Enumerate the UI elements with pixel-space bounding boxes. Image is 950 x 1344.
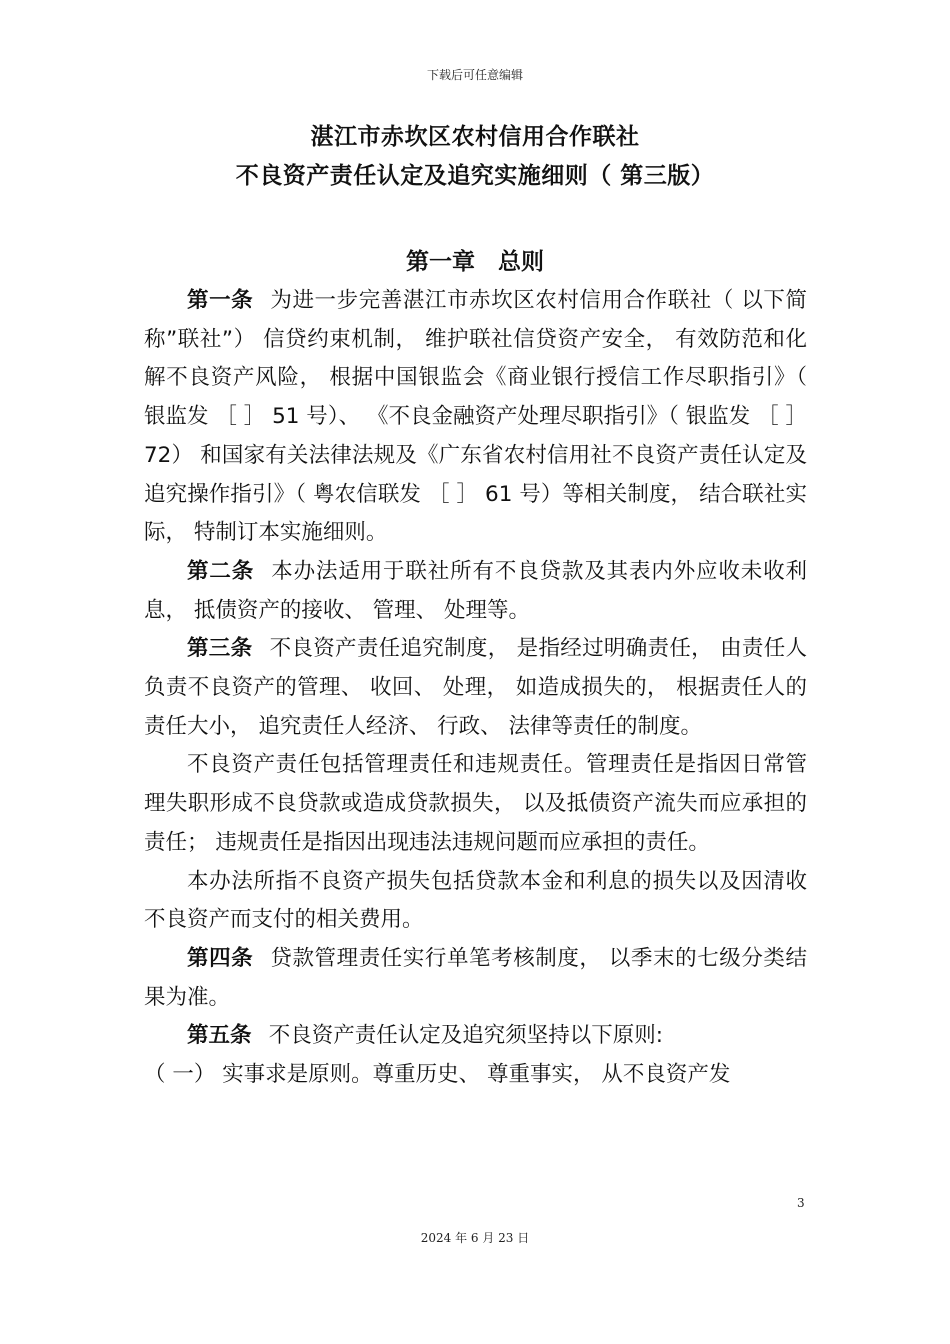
paragraph-responsibility-types: 不良资产责任包括管理责任和违规责任。管理责任是指因日常管理失职形成不良贷款或造成贷款损失， 以及抵债资产流失而应承担的责任； 违规责任是指因出现违法违规问题而应承担的责任。 (144, 752, 807, 855)
document-body (144, 282, 807, 1095)
article-3-text: 不良资产责任追究制度， 是指经过明确责任， 由责任人负责不良资产的管理、 收回、 处理， 如造成损失的， 根据责任人的责任大小， 追究责任人经济、 行政、 法律等责任的制度。 (144, 636, 807, 739)
page-header: 下载后可任意编辑 (426, 68, 523, 82)
article-3-label: 第三条 (187, 636, 253, 662)
article-1-label: 第一条 (187, 288, 254, 313)
principle-item-1: （ 一） 实事求是原则。尊重历史、 尊重事实， 从不良资产发 (144, 1062, 731, 1088)
document-title-line1: 湛江市赤坎区农村信用合作联社 (310, 124, 640, 150)
article-2-text: 本办法适用于联社所有不良贷款及其表内外应收未收利息， 抵债资产的接收、 管理、 处理等。 (144, 558, 807, 623)
chapter-heading: 第一章 总则 (406, 249, 544, 275)
article-5-text: 不良资产责任认定及追究须坚持以下原则: (268, 1023, 663, 1049)
page-footer-date: 2024 年 6 月 23 日 (420, 1231, 530, 1245)
article-5-label: 第五条 (187, 1023, 252, 1049)
article-4 (144, 940, 807, 1017)
article-1 (144, 282, 807, 553)
article-1-text: 为进一步完善湛江市赤坎区农村信用合作联社（ 以下简称”联社”） 信贷约束机制， 维护联社信贷资产安全， 有效防范和化解不良资产风险， 根据中国银监会《商业银行授信工作尽职指引》（ 银监发 ［ ］ 51 号）、 《不良金融资产处理尽职指引》（ 银监发 ［ ］ 72） 和国家有关法律法规及《广东省农村信用社不良资产责任认定及追究操作指引》（ 粤农信联发 ［ ］ 61 号）等相关制度， 结合联社实际， 特制订本实施细则。 (144, 288, 807, 546)
page-number: 3 (797, 1196, 805, 1210)
article-3 (144, 630, 807, 746)
article-4-label: 第四条 (187, 945, 254, 971)
paragraph-loss-definition: 本办法所指不良资产损失包括贷款本金和利息的损失以及因清收不良资产而支付的相关费用。 (144, 868, 807, 933)
article-2-label: 第二条 (187, 558, 255, 584)
article-4-text: 贷款管理责任实行单笔考核制度， 以季末的七级分类结果为准。 (144, 945, 807, 1010)
article-2 (144, 553, 807, 630)
article-5 (144, 1017, 807, 1056)
document-title-line2: 不良资产责任认定及追究实施细则（ 第三版） (235, 163, 715, 189)
